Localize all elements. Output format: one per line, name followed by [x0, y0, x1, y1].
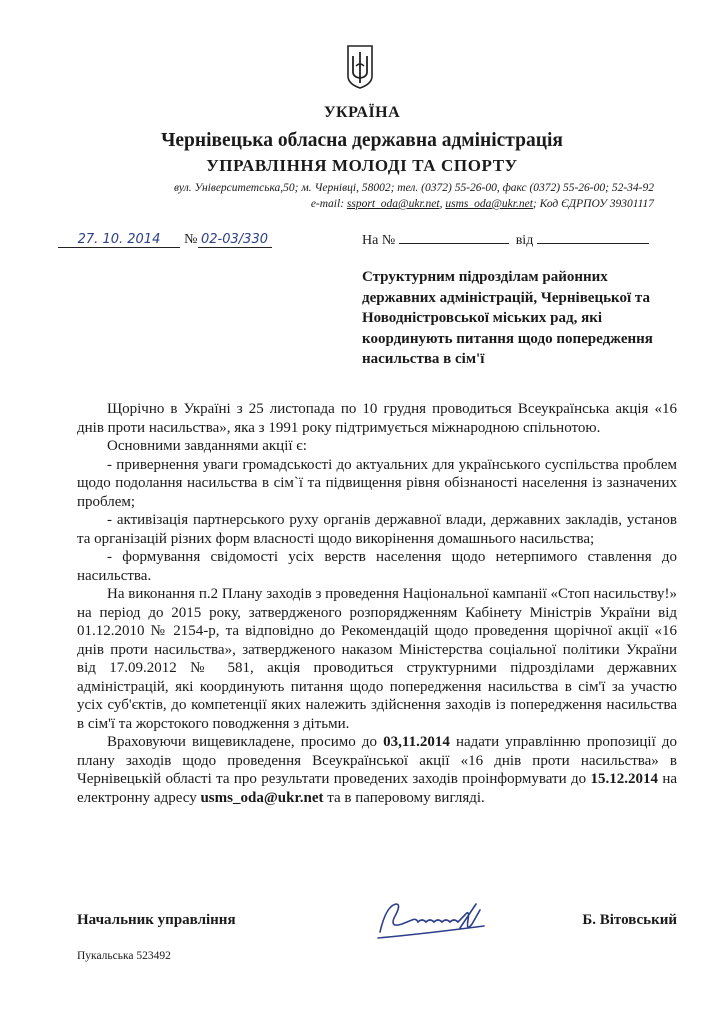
letter-body: [77, 400, 677, 807]
signer-position: Начальник управління: [77, 912, 236, 928]
address-line: вул. Університетська,50; м. Чернівці, 58002; тел. (0372) 55-26-00, факс (0372) 55-26-00; 52-34-92: [173, 182, 654, 194]
executor-note: Пукальська 523492: [77, 950, 171, 962]
email-separator: ,: [439, 198, 446, 210]
email-link-2[interactable]: usms_oda@ukr.net: [445, 198, 533, 210]
deadline-date-2: 15.12.2014: [590, 771, 658, 787]
incoming-reference: [362, 231, 649, 249]
trident-emblem-icon: [346, 44, 374, 90]
number-sign: №: [184, 232, 198, 247]
incoming-date-field: [537, 231, 649, 244]
email-link-1[interactable]: ssport_oda@ukr.net: [346, 198, 440, 210]
task-item: - привернення уваги громадськості до актуальних для українського суспільства проблем щодо подолання насильства в сім`ї та підвищення рівня обізнаності населення із зазначених проблем;: [77, 456, 677, 510]
outgoing-date: 27. 10. 2014: [58, 232, 180, 248]
department-title: УПРАВЛІННЯ МОЛОДІ ТА СПОРТУ: [206, 156, 518, 175]
task-item: - формування свідомості усіх верств населення щодо нетерпимого ставлення до насильства.: [77, 549, 677, 584]
organization-title: Чернівецька обласна державна адміністрація: [161, 130, 563, 151]
outgoing-number: 02-03/330: [198, 232, 272, 248]
incoming-number-label: На №: [362, 233, 396, 248]
email-line: [174, 196, 654, 212]
request-text: Враховуючи вищевикладене, просимо до: [107, 734, 384, 750]
task-item: - активізація партнерського руху органів державної влади, державних закладів, установ та організацій різних форм власності щодо викорінення домашнього насильства;: [77, 512, 677, 547]
request-text: та в паперовому вигляді.: [323, 789, 485, 806]
deadline-date-1: 03,11.2014: [383, 734, 450, 750]
addressee-block: Структурним підрозділам районних державних адміністрацій, Чернівецької та Новодністровської міських рад, які координують питання щодо попередження насильства в сім'ї: [362, 269, 653, 367]
request-email: usms_oda@ukr.net: [200, 789, 324, 806]
signer-name: Б. Вітовський: [582, 912, 677, 928]
email-label: e-mail:: [310, 198, 347, 210]
outgoing-reference: [58, 232, 272, 248]
paragraph-tasks-heading: Основними завданнями акції є:: [107, 438, 307, 454]
incoming-date-label: від: [515, 233, 534, 248]
request-text: надати управлінню пропозиції до плану заходів щодо проведення Всеукраїнської акції «16 днів проти насильства» в Чернівецькій області та про результати проведених заходів проінформувати до: [77, 734, 677, 787]
request-text: на електронну адресу: [77, 771, 678, 806]
handwritten-signature: [372, 898, 492, 944]
paragraph-request: [77, 733, 677, 807]
incoming-number-field: [399, 231, 509, 244]
country-title: УКРАЇНА: [323, 104, 401, 121]
contacts-block: [174, 180, 654, 212]
paragraph-plan: На виконання п.2 Плану заходів з проведення Національної кампанії «Стоп насильству!» на період до 2015 року, затвердженого розпорядженням Кабінету Міністрів України від 01.12.2010 № 2154-р, та відповідно до Рекомендацій щодо проведення щорічної акції «16 днів проти насильства», затвердженого наказом Міністерства соціальної політики України від 17.09.2012 № 581, акція проводиться структурними підрозділами державних адміністрацій, які координують питання щодо попередження насильства в сім'ї за участю усіх суб'єктів, до компетенції яких належить здійснення заходів із попередження насильства в сім'ї та жорстокого поводження з дітьми.: [77, 586, 677, 732]
paragraph-intro: Щорічно в Україні з 25 листопада по 10 грудня проводиться Всеукраїнська акція «16 днів проти насильства», яка з 1991 року підтримується міжнародною спільнотою.: [77, 401, 677, 436]
edrpou-code: ; Код ЄДРПОУ 39301117: [532, 198, 654, 210]
